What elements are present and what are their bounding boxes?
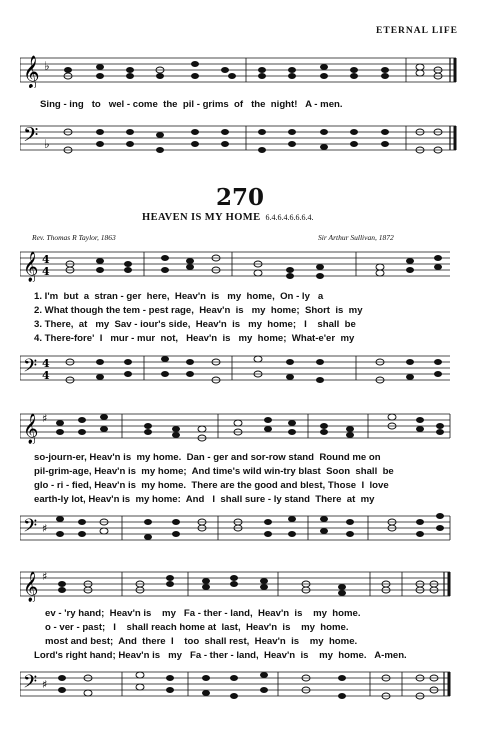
verse-2-line-1: 2. What though the tem - pest rage, Heav'n is my home; Short is my	[34, 305, 363, 316]
verse-4-line-3: Lord's right hand; Heav'n is my Fa - ther - land, Heav'n is my home. A-men.	[34, 650, 407, 661]
hymn-composer: Sir Arthur Sullivan, 1872	[318, 233, 394, 242]
verse-3-line-2: glo - ri - fied, Heav'n is my home. There are the good and blest, Those I love	[34, 480, 389, 491]
bass-staff-graphic	[20, 348, 460, 388]
verse-4-line-2: earth-ly lot, Heav'n is my home: And I shall sure - ly stand There at my	[34, 494, 375, 505]
svg-text:𝄢: 𝄢	[23, 516, 38, 541]
svg-text:𝄞: 𝄞	[23, 572, 39, 602]
staff-treble-prev	[20, 48, 460, 88]
hymn-title-text: HEAVEN IS MY HOME	[142, 212, 261, 223]
svg-text:𝄢: 𝄢	[23, 123, 39, 151]
svg-text:4: 4	[42, 265, 50, 278]
svg-text:♯: ♯	[42, 412, 48, 425]
hymn-number: 270	[215, 184, 264, 211]
staff-bass-system3	[20, 664, 460, 704]
hymn-title	[142, 212, 314, 223]
verse-1-line-3: ev - 'ry hand; Heav'n is my Fa - ther - land, Heav'n is my home.	[45, 608, 361, 619]
svg-text:𝄢: 𝄢	[23, 672, 38, 697]
svg-text:♯: ♯	[42, 570, 48, 583]
staff-bass-system1	[20, 348, 460, 388]
bass-staff-graphic	[20, 664, 460, 704]
bass-staff-graphic	[20, 508, 460, 548]
verse-3-line-3: most and best; And there I too shall rest, Heav'n is my home.	[45, 636, 358, 647]
treble-staff-graphic	[20, 244, 460, 282]
staff-treble-system2	[20, 406, 460, 444]
svg-text:♯: ♯	[42, 522, 48, 535]
treble-staff-graphic	[20, 48, 460, 88]
svg-text:𝄞: 𝄞	[23, 252, 39, 282]
hymn-meter: 6.4.6.4.6.6.6.4.	[265, 213, 314, 222]
treble-staff-graphic	[20, 406, 460, 444]
svg-text:𝄞: 𝄞	[23, 55, 40, 88]
verse-2-line-2: pil-grim-age, Heav'n is my home; And time's wild win-try blast Soon shall be	[34, 466, 394, 477]
staff-bass-system2	[20, 508, 460, 548]
svg-text:4: 4	[42, 369, 50, 382]
verse-3-line-1: 3. There, at my Sav - iour's side, Heav'n is my home; I shall be	[34, 319, 356, 330]
svg-text:4: 4	[42, 357, 50, 370]
svg-text:♯: ♯	[42, 678, 48, 691]
svg-text:♭: ♭	[44, 59, 50, 73]
svg-text:𝄢: 𝄢	[23, 356, 38, 381]
prev-hymn-lyric: Sing - ing to wel - come the pil - grims of the night! A - men.	[40, 99, 343, 110]
bass-staff-graphic	[20, 118, 460, 160]
verse-2-line-3: o - ver - past; I shall reach home at last, Heav'n is my home.	[45, 622, 349, 633]
section-header: ETERNAL LIFE	[376, 26, 458, 36]
verse-1-line-2: so-journ-er, Heav'n is my home. Dan - ger and sor-row stand Round me on	[34, 452, 381, 463]
staff-bass-prev	[20, 118, 460, 160]
staff-treble-system3	[20, 564, 460, 602]
svg-text:4: 4	[42, 253, 50, 266]
hymn-author: Rev. Thomas R Taylor, 1863	[32, 233, 116, 242]
svg-text:𝄞: 𝄞	[23, 414, 39, 444]
treble-staff-graphic	[20, 564, 460, 602]
verse-1-line-1: 1. I'm but a stran - ger here, Heav'n is my home, On - ly a	[34, 291, 324, 302]
staff-treble-system1	[20, 244, 460, 282]
verse-4-line-1: 4. There-fore' I mur - mur not, Heav'n is my home; What-e'er my	[34, 333, 355, 344]
svg-text:♭: ♭	[44, 137, 50, 151]
